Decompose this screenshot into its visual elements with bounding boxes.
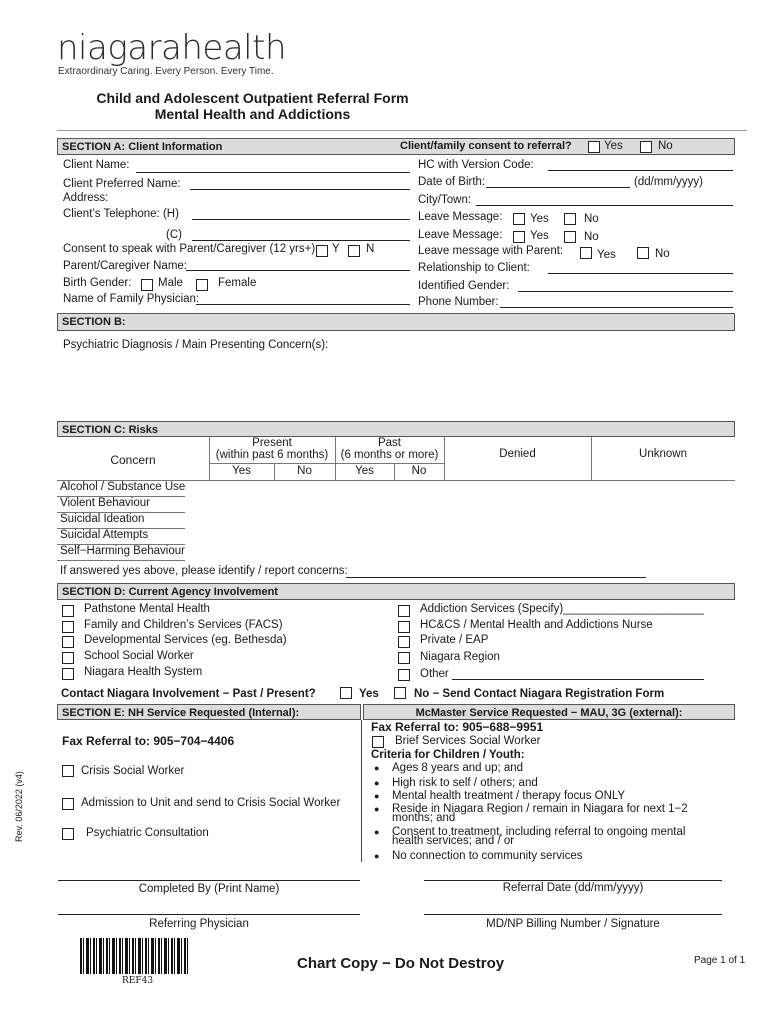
consent-speak-label: Consent to speak with Parent/Caregiver (12 yrs+) xyxy=(63,243,316,255)
agency-label: Niagara Health System xyxy=(84,666,203,678)
agency-label: Developmental Services (eg. Bethesda) xyxy=(84,634,287,646)
identified-gender-field[interactable] xyxy=(518,291,733,292)
completed-by-field[interactable] xyxy=(58,880,360,881)
hc-version-field[interactable] xyxy=(548,170,733,171)
consent-speak-n-checkbox[interactable] xyxy=(348,245,360,257)
referral-date-label: Referral Date (dd/mm/yyyy) xyxy=(502,882,644,894)
leave-message-h-no-checkbox[interactable] xyxy=(564,213,576,225)
admission-label: Admission to Unit and send to Crisis Social Worker xyxy=(81,797,341,809)
leave-parent-no-label: No xyxy=(655,248,670,260)
agency-checkbox[interactable] xyxy=(62,668,74,680)
criteria-item-cont: health services; and / or xyxy=(392,835,515,847)
barcode-icon xyxy=(80,938,188,974)
niagarahealth-logo: niagarahealth xyxy=(57,28,287,68)
past-no-header: No xyxy=(411,465,427,477)
agency-checkbox[interactable] xyxy=(62,621,74,633)
contact-niagara-no-label: No − Send Contact Niagara Registration Form xyxy=(414,688,665,700)
agency-label: Niagara Region xyxy=(420,651,500,663)
telephone-c-field[interactable] xyxy=(192,240,410,241)
agency-label: Other xyxy=(420,668,449,680)
past-yes-header: Yes xyxy=(355,465,374,477)
dob-field[interactable] xyxy=(486,187,630,188)
agency-label: Family and Children’s Services (FACS) xyxy=(84,619,283,631)
city-field[interactable] xyxy=(476,205,733,206)
risk-row-label: Suicidal Attempts xyxy=(60,529,149,541)
diagnosis-field[interactable] xyxy=(63,356,733,416)
risk-row-label: Suicidal Ideation xyxy=(60,513,145,525)
past-header: Past xyxy=(377,437,401,449)
agency-checkbox[interactable] xyxy=(62,636,74,648)
consent-speak-y-checkbox[interactable] xyxy=(316,245,328,257)
header-rule xyxy=(57,130,747,131)
fax-internal-label: Fax Referral to: 905−704−4406 xyxy=(62,734,235,748)
family-physician-label: Name of Family Physician: xyxy=(63,293,200,305)
agency-label: Addiction Services (Specify)______________________ xyxy=(420,603,704,615)
fax-external-label: Fax Referral to: 905−688−9951 xyxy=(371,720,544,734)
agency-checkbox[interactable] xyxy=(398,652,410,664)
criteria-item: ● Reside in Niagara Region / remain in Niagara for next 1−2 xyxy=(392,803,688,815)
risk-header-rule xyxy=(209,463,444,464)
consent-yes-checkbox[interactable] xyxy=(588,141,600,153)
criteria-item-cont: months; and xyxy=(392,812,456,824)
admission-checkbox[interactable] xyxy=(62,798,74,810)
identify-concerns-field[interactable] xyxy=(346,577,646,578)
present-yes-header: Yes xyxy=(232,465,251,477)
phone-field[interactable] xyxy=(500,307,733,308)
criteria-item: ● No connection to community services xyxy=(392,850,582,862)
referring-physician-field[interactable] xyxy=(58,914,360,915)
psychiatric-consult-checkbox[interactable] xyxy=(62,828,74,840)
chart-copy-label: Chart Copy − Do Not Destroy xyxy=(297,955,505,972)
leave-message-h-label: Leave Message: xyxy=(418,211,503,223)
consent-speak-n-label: N xyxy=(366,243,375,255)
leave-parent-yes-checkbox[interactable] xyxy=(580,247,592,259)
section-c-title: SECTION C: Risks xyxy=(62,424,158,436)
leave-message-c-no-checkbox[interactable] xyxy=(564,231,576,243)
present-header: Present xyxy=(252,437,292,449)
city-label: City/Town: xyxy=(418,194,472,206)
section-e-divider xyxy=(361,720,362,862)
male-checkbox[interactable] xyxy=(141,279,153,291)
completed-by-label: Completed By (Print Name) xyxy=(138,883,280,895)
identify-concerns-label: If answered yes above, please identify / report concerns: xyxy=(60,565,348,577)
parent-name-label: Parent/Caregiver Name: xyxy=(63,260,187,272)
phone-label: Phone Number: xyxy=(418,296,499,308)
agency-label: Private / EAP xyxy=(420,634,489,646)
section-a-header xyxy=(57,138,735,155)
form-title: Child and Adolescent Outpatient Referral Form xyxy=(96,90,409,106)
section-c-header xyxy=(57,421,735,437)
section-e-header xyxy=(57,704,361,720)
section-d-title: SECTION D: Current Agency Involvement xyxy=(62,586,278,598)
psychiatric-consult-label: Psychiatric Consultation xyxy=(86,827,209,839)
revision-label: Rev. 06/2022 (v4) xyxy=(14,771,24,842)
risk-row-rule xyxy=(57,560,185,561)
contact-niagara-no-checkbox[interactable] xyxy=(394,687,406,699)
ref-code: REF43 xyxy=(122,976,154,986)
agency-checkbox[interactable] xyxy=(398,605,410,617)
preferred-name-label: Client Preferred Name: xyxy=(63,178,181,190)
mcmaster-header xyxy=(363,704,735,720)
criteria-label: Criteria for Children / Youth: xyxy=(371,749,525,761)
brief-services-checkbox[interactable] xyxy=(372,736,384,748)
section-a-title: SECTION A: Client Information xyxy=(62,141,223,153)
page-number: Page 1 of 1 xyxy=(694,955,746,966)
risk-row-label: Alcohol / Substance Use xyxy=(60,481,186,493)
mcmaster-title: McMaster Service Requested − MAU, 3G (external): xyxy=(415,707,683,719)
agency-checkbox[interactable] xyxy=(398,669,410,681)
criteria-item: ● Mental health treatment / therapy focus ONLY xyxy=(392,790,625,802)
crisis-social-worker-label: Crisis Social Worker xyxy=(81,765,185,777)
agency-label: School Social Worker xyxy=(84,650,194,662)
leave-parent-label: Leave message with Parent: xyxy=(418,245,564,257)
agency-other-field[interactable] xyxy=(452,679,704,680)
telephone-c-label: (C) xyxy=(166,229,182,241)
contact-niagara-yes-checkbox[interactable] xyxy=(340,687,352,699)
consent-speak-y-label: Y xyxy=(332,243,340,255)
agency-label: HC&CS / Mental Health and Addictions Nurse xyxy=(420,619,653,631)
denied-header: Denied xyxy=(499,448,536,460)
crisis-social-worker-checkbox[interactable] xyxy=(62,765,74,777)
agency-checkbox[interactable] xyxy=(398,621,410,633)
criteria-item: ● High risk to self / others; and xyxy=(392,777,538,789)
section-b-title: SECTION B: xyxy=(62,316,126,328)
leave-message-h-yes-label: Yes xyxy=(530,213,549,225)
client-name-field[interactable] xyxy=(136,172,410,173)
risk-row-label: Self−Harming Behaviour xyxy=(60,545,185,557)
present-no-header: No xyxy=(297,465,312,477)
agency-checkbox[interactable] xyxy=(62,605,74,617)
relationship-field[interactable] xyxy=(548,273,733,274)
criteria-item: ● Consent to treatment, including referral to ongoing mental xyxy=(392,826,685,838)
risk-row-label: Violent Behaviour xyxy=(60,497,150,509)
unknown-header: Unknown xyxy=(639,448,687,460)
consent-referral-label: Client/family consent to referral? xyxy=(400,140,572,152)
male-label: Male xyxy=(158,277,183,289)
referring-physician-label: Referring Physician xyxy=(149,918,249,930)
consent-no-checkbox[interactable] xyxy=(640,141,652,153)
identified-gender-label: Identified Gender: xyxy=(418,280,510,292)
form-subtitle: Mental Health and Addictions xyxy=(154,106,351,122)
leave-message-c-label: Leave Message: xyxy=(418,229,503,241)
family-physician-field[interactable] xyxy=(196,304,410,305)
telephone-h-label: Client’s Telephone: (H) xyxy=(63,208,179,220)
referral-date-field[interactable] xyxy=(424,880,722,881)
dob-label: Date of Birth: xyxy=(418,176,486,188)
female-checkbox[interactable] xyxy=(196,279,208,291)
concern-header: Concern xyxy=(110,453,156,467)
leave-message-c-no-label: No xyxy=(584,231,599,243)
agency-checkbox[interactable] xyxy=(398,636,410,648)
consent-yes-label: Yes xyxy=(604,140,623,152)
birth-gender-label: Birth Gender: xyxy=(63,277,132,289)
diagnosis-label: Psychiatric Diagnosis / Main Presenting Concern(s): xyxy=(63,339,329,351)
section-e-title: SECTION E: NH Service Requested (Internal): xyxy=(62,707,300,719)
female-label: Female xyxy=(218,277,257,289)
section-d-header xyxy=(57,583,735,600)
agency-label: Pathstone Mental Health xyxy=(84,603,210,615)
parent-name-field[interactable] xyxy=(186,270,410,271)
hc-version-label: HC with Version Code: xyxy=(418,159,534,171)
leave-parent-yes-label: Yes xyxy=(597,249,616,261)
agency-checkbox[interactable] xyxy=(62,652,74,664)
address-label: Address: xyxy=(63,192,109,204)
past-subheader: (6 months or more) xyxy=(340,449,439,461)
telephone-h-field[interactable] xyxy=(192,219,410,220)
dob-format: (dd/mm/yyyy) xyxy=(634,176,703,188)
leave-message-h-yes-checkbox[interactable] xyxy=(513,213,525,225)
contact-niagara-yes-label: Yes xyxy=(359,688,379,700)
criteria-item: ● Ages 8 years and up; and xyxy=(392,762,523,774)
leave-parent-no-checkbox[interactable] xyxy=(637,247,649,259)
logo-tagline: Extraordinary Caring. Every Person. Every Time. xyxy=(58,66,274,77)
relationship-label: Relationship to Client: xyxy=(418,262,530,274)
leave-message-c-yes-label: Yes xyxy=(530,230,549,242)
consent-no-label: No xyxy=(658,140,673,152)
billing-label: MD/NP Billing Number / Signature xyxy=(486,918,660,930)
preferred-name-field[interactable] xyxy=(190,189,410,190)
contact-niagara-label: Contact Niagara Involvement − Past / Present? xyxy=(61,688,316,700)
brief-services-label: Brief Services Social Worker xyxy=(395,735,541,747)
leave-message-h-no-label: No xyxy=(584,213,599,225)
leave-message-c-yes-checkbox[interactable] xyxy=(513,231,525,243)
billing-field[interactable] xyxy=(424,914,722,915)
section-b-header xyxy=(57,313,735,331)
client-name-label: Client Name: xyxy=(63,159,130,171)
present-subheader: (within past 6 months) xyxy=(215,449,329,461)
